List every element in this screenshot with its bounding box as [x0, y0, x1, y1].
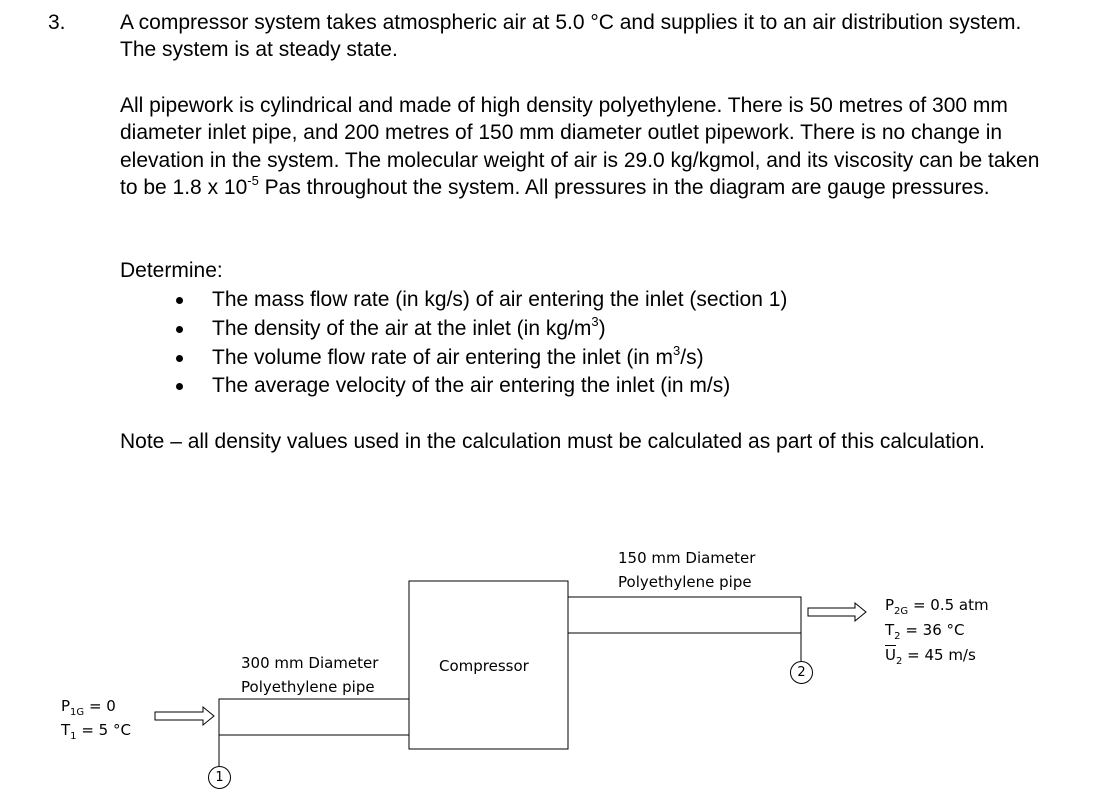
question-intro: A compressor system takes atmospheric air at 5.0 °C and supplies it to an air distribution system. The system is at steady state.: [120, 11, 1022, 62]
determine-label: Determine:: [120, 259, 223, 282]
inlet-pipe-label: 300 mm Diameter: [241, 654, 379, 672]
list-item: The average velocity of the air entering the inlet (in m/s): [212, 372, 787, 401]
section-1-marker: 1: [208, 766, 231, 789]
inlet-arrow-icon: [155, 707, 214, 725]
inlet-temperature: $T_1 = 5$ °C: [61, 721, 131, 742]
compressor-label: Compressor: [439, 657, 529, 675]
inlet-pressure: $P_{1G} = 0$: [61, 697, 116, 718]
section-2-marker: 2: [790, 661, 813, 684]
list-item: The volume flow rate of air entering the inlet (in $m^3/s$): [212, 344, 787, 373]
outlet-pipe-label: 150 mm Diameter: [618, 549, 756, 567]
question-number: 3.: [48, 11, 66, 34]
body-exponent: -5: [247, 172, 259, 188]
inlet-pipe: [219, 699, 409, 735]
body-text-post: Pas throughout the system. All pressures in the diagram are gauge pressures.: [258, 175, 990, 199]
outlet-pipe: [568, 597, 801, 633]
inlet-pipe-material: Polyethylene pipe: [241, 678, 375, 696]
body-text-pre: All pipework is cylindrical and made of high density polyethylene. There is 50 metres of 300 mm diameter inlet pipe, and 200 metres of 150 mm diameter outlet pipework. There is no change in elevation in the system. The molecular weight of air is 29.0 kg/kgmol, and its viscosity can be taken to be 1.8 x 10: [120, 94, 1040, 199]
outlet-pipe-material: Polyethylene pipe: [618, 573, 752, 591]
list-item: The mass flow rate (in kg/s) of air entering the inlet (section 1): [212, 286, 787, 315]
outlet-arrow-icon: [808, 603, 866, 621]
list-item: The density of the air at the inlet (in $kg/m^3$): [212, 315, 787, 344]
note-text: Note – all density values used in the calculation must be calculated as part of this calculation.: [120, 430, 985, 453]
outlet-temperature: $T_2 = 36$ °C: [885, 621, 965, 642]
outlet-velocity: $\overline{U}_2 = 45$ m/s: [885, 646, 976, 667]
outlet-pressure: $P_{2G} = 0.5$ atm: [885, 596, 989, 617]
